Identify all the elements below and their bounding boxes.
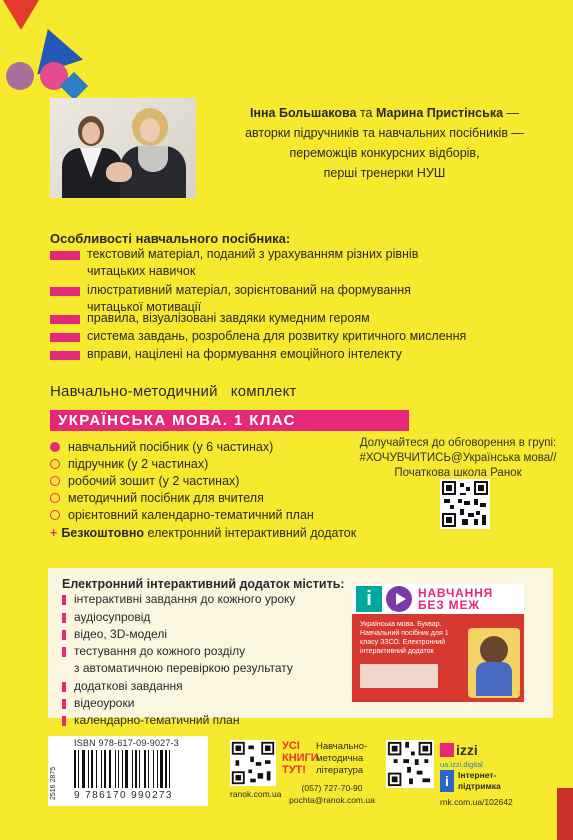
publisher-note: Навчально-методична література <box>316 741 368 776</box>
barcode-bar <box>160 750 163 788</box>
shop-qr-code[interactable] <box>230 740 276 786</box>
circle-bullet <box>50 510 60 520</box>
pink-square-bullet <box>62 716 66 726</box>
addon-panel-title: Електронний інтерактивний додаток містить: <box>62 577 345 591</box>
red-corner-decoration <box>557 788 573 840</box>
pink-bar-bullet <box>50 287 80 296</box>
heart-hands <box>106 162 132 182</box>
kit-item: методичний посібник для вчителя <box>50 491 264 506</box>
ranok-link[interactable]: ranok.com.ua <box>230 789 282 799</box>
authors-block <box>196 103 573 183</box>
addon-feature: відеоуроки <box>62 696 134 711</box>
addon-feature-continuation: з автоматичною перевіркою результату <box>74 661 293 675</box>
pink-square-bullet <box>62 682 66 692</box>
feature-item: текстовий матеріал, поданий з урахуванням різних рівнів читацьких навичок <box>50 246 467 280</box>
authors-photo <box>50 98 196 198</box>
authors-line-3: переможців конкурсних відборів, <box>289 146 480 160</box>
support-link[interactable]: rnk.com.ua/102642 <box>440 797 513 807</box>
kit-item: робочий зошит (у 2 частинах) <box>50 474 239 489</box>
phone-number: (057) 727-70-90 <box>301 783 363 793</box>
pink-square-bullet <box>62 647 66 657</box>
barcode-bar <box>118 750 119 788</box>
barcode-bar <box>157 750 158 788</box>
pink-bar-bullet <box>50 333 80 342</box>
barcode-bar <box>165 750 167 788</box>
info-icon: i <box>356 586 382 612</box>
barcode-bar <box>82 750 85 788</box>
izzi-link[interactable]: ua.izzi.digital <box>440 760 483 769</box>
filled-circle-bullet <box>50 442 60 452</box>
addon-feature: календарно-тематичний план <box>62 713 239 728</box>
barcode-bar <box>101 750 102 788</box>
barcode-bars <box>74 750 200 788</box>
pink-bar-bullet <box>50 351 80 360</box>
barcode-bar <box>96 750 97 788</box>
feature-item: вправи, націлені на формування емоційного інтелекту <box>50 346 487 363</box>
barcode-bar <box>169 750 170 788</box>
play-icon <box>386 586 412 612</box>
features-title: Особливості навчального посібника: <box>50 231 291 246</box>
pink-square-bullet <box>62 630 66 640</box>
promo-description: Українська мова. Буквар. Навчальний посібник для 1 класу ЗЗСО. Електронний інтерактивний додаток <box>360 621 449 655</box>
barcode-bar <box>115 750 116 788</box>
feature-item: ілюстративний матеріал, зорієнтований на формування читацької мотивації <box>50 282 467 316</box>
izzi-icon <box>440 743 454 757</box>
pink-square-bullet <box>62 699 66 709</box>
group-qr-code[interactable] <box>440 479 490 529</box>
info-icon: i <box>440 770 454 792</box>
internet-support-label: Інтернет-підтримка <box>458 770 501 791</box>
barcode-bar <box>139 750 140 788</box>
barcode-bar <box>104 750 106 788</box>
barcode-bar <box>122 750 123 788</box>
circle-bullet <box>50 476 60 486</box>
pink-bar-bullet <box>50 251 80 260</box>
ean-number: 9 786170 990273 <box>74 790 173 801</box>
barcode-bar <box>135 750 137 788</box>
side-code: 2516 2875 <box>50 766 57 800</box>
circle-bullet <box>50 493 60 503</box>
feature-item: правила, візуалізовані завдяки кумедним героям <box>50 310 487 327</box>
pink-square-bullet <box>62 613 66 623</box>
plus-icon: + <box>50 526 58 540</box>
barcode-bar <box>153 750 154 788</box>
barcode-bar <box>132 750 133 788</box>
barcode-bar <box>88 750 89 788</box>
authors-names: Інна Большакова та Марина Пристінська — <box>249 106 520 120</box>
kit-item: навчальний посібник (у 6 частинах) <box>50 440 273 455</box>
red-triangle-decoration <box>3 0 39 30</box>
feature-item: система завдань, розроблена для розвитку критичного мислення <box>50 328 487 345</box>
promo-screenshot <box>360 664 438 688</box>
free-addon-line: + Безкоштовно електронний інтерактивний додаток <box>50 526 357 540</box>
addon-promo-card <box>352 584 524 702</box>
addon-feature: аудіосупровід <box>62 610 150 625</box>
addon-feature: відео, 3D-моделі <box>62 627 167 642</box>
authors-line-2: авторки підручників та навчальних посібників — <box>245 126 524 140</box>
barcode-bar <box>109 750 111 788</box>
isbn-number: ISBN 978-617-09-9027-3 <box>74 738 179 748</box>
discussion-invite: Долучайтеся до обговорення в групі: #ХОЧУВЧИТИСЬ@Українська мова// Початкова школа Ранок <box>359 437 557 479</box>
kit-heading: Навчально-методичний комплект <box>50 383 297 400</box>
barcode-bar <box>78 750 79 788</box>
addon-feature: додаткові завдання <box>62 679 183 694</box>
circle-bullet <box>50 459 60 469</box>
support-qr-code[interactable] <box>386 740 434 788</box>
barcode-bar <box>144 750 146 788</box>
barcode-bar <box>74 750 76 788</box>
addon-feature: інтерактивні завдання до кожного уроку <box>62 592 295 607</box>
all-books-here: УСІ КНИГИ ТУТ! <box>282 740 319 776</box>
barcode-bar <box>148 750 149 788</box>
kit-banner: УКРАЇНСЬКА МОВА. 1 КЛАС <box>50 410 409 431</box>
addon-feature: тестування до кожного розділу <box>62 644 245 659</box>
pink-square-bullet <box>62 595 66 605</box>
barcode-bar <box>91 750 93 788</box>
authors-line-4: перші тренерки НУШ <box>323 166 446 180</box>
purple-circle-decoration <box>6 62 34 90</box>
promo-headline: НАВЧАННЯ БЕЗ МЕЖ <box>418 586 493 612</box>
kit-item: підручник (у 2 частинах) <box>50 457 208 472</box>
kit-item: орієнтовний календарно-тематичний план <box>50 508 314 523</box>
izzi-logo: izzi <box>440 742 492 760</box>
email-address[interactable]: pochta@ranok.com.ua <box>289 795 375 805</box>
pink-bar-bullet <box>50 315 80 324</box>
barcode-bar <box>125 750 128 788</box>
